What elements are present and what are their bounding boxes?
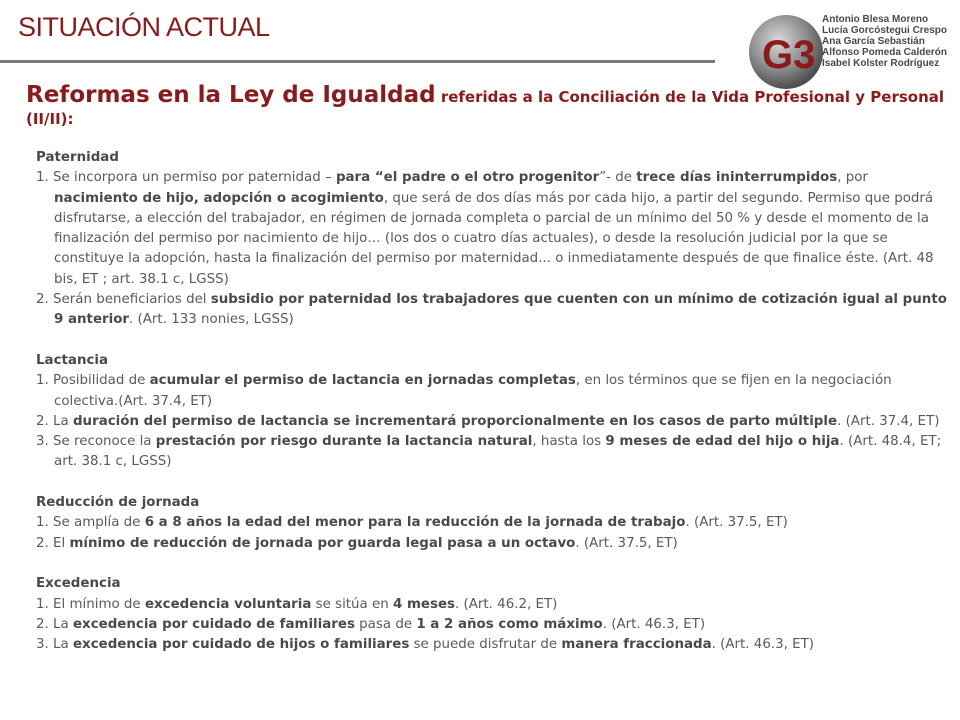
item-text: 1. Se amplía de [36,515,145,531]
item-bold: acumular el permiso de lactancia en jornadas completas [149,373,576,389]
slide-header-title: SITUACIÓN ACTUAL [18,12,270,42]
section-spacer [36,473,950,493]
item-bold: 1 a 2 años como máximo [416,616,603,632]
item-text: , que será de dos días más por cada hijo, a partir del segundo. Permiso que podrá disfrutarse, a elección del trabajador, en régimen de jornada completa o parcial de un mínimo del 50 % y desde el momento de la finalización del permiso por nacimiento de hijo… (los dos o cuatro días actuales), o desde la resolución judicial por la que se constituye la adopción, hasta la finalización del permiso por maternidad... o inmediatamente después de que finalice éste. (Art. 48 bis, ET ; art. 38.1 c, LGSS) [54,190,934,287]
title-main: Reformas en la Ley de Igualdad [26,82,436,108]
item-text: ”- de [599,170,637,186]
header-divider [0,60,715,63]
slide-content [36,148,950,655]
item-bold: prestación por riesgo durante la lactancia natural [155,434,533,450]
slide-title [26,84,946,130]
item-text: 3. La [36,637,73,653]
item-text: 3. Se reconoce la [36,434,156,450]
list-item [36,615,950,635]
section-heading: Reducción de jornada [36,495,200,511]
item-bold: duración del permiso de lactancia se incrementará proporcionalmente en los casos de parto múltiple [72,413,838,429]
item-bold: para “el padre o el otro progenitor [335,170,600,186]
list-item [36,513,950,533]
item-bold: 6 a 8 años la edad del menor para la reducción de la jornada de trabajo [144,515,686,531]
section-spacer [36,554,950,574]
item-text: . (Art. 133 nonies, LGSS) [129,312,294,328]
author-name: Ana García Sebastián [822,36,925,47]
item-text: . (Art. 48.4, ET; art. 38.1 c, LGSS) [54,434,942,470]
item-text: . (Art. 37.4, ET) [837,413,940,429]
item-text: . (Art. 46.3, ET) [602,616,706,632]
list-item [36,371,950,412]
item-bold: manera fraccionada [561,637,712,653]
item-bold: excedencia por cuidado de familiares [72,616,355,632]
section-heading: Excedencia [36,576,121,592]
item-text: 1. El mínimo de [36,596,145,612]
item-bold: subsidio por paternidad los trabajadores que cuenten con un mínimo de cotización igual al punto 9 anterior [54,292,947,328]
item-text: . (Art. 37.5, ET) [575,535,678,551]
item-bold: excedencia por cuidado de hijos o familiares [72,637,410,653]
author-name: Alfonso Pomeda Calderón [822,47,948,58]
item-text: 2. La [36,616,73,632]
item-text: se sitúa en [311,596,393,612]
item-text: , hasta los [532,434,606,450]
item-bold: nacimiento de hijo, adopción o acogimiento [54,190,384,206]
item-bold: trece días ininterrumpidos [636,170,838,186]
title-sub: referidas a la Conciliación de la Vida Profesional y Personal (II/II): [26,88,945,128]
item-text: 2. Serán beneficiarios del [36,292,211,308]
author-name: Lucía Gorcóstegui Crespo [822,25,948,36]
section-spacer [36,331,950,351]
item-text: 2. La [36,413,73,429]
item-text: 2. El [36,535,70,551]
logo-text: G3 [762,33,816,77]
author-name: Isabel Kolster Rodríguez [822,58,940,69]
item-text: pasa de [354,616,417,632]
list-item [36,412,950,432]
item-text: , en los términos que se fijen en la negociación colectiva.(Art. 37.4, ET) [54,373,892,409]
item-bold: 9 meses de edad del hijo o hija [605,434,840,450]
item-text: se puede disfrutar de [409,637,562,653]
item-bold: excedencia voluntaria [144,596,312,612]
section-heading: Lactancia [36,352,109,368]
item-text: 1. Posibilidad de [36,373,150,389]
author-name: Antonio Blesa Moreno [822,14,929,25]
item-text: , por [837,170,868,186]
item-bold: mínimo de reducción de jornada por guarda legal pasa a un octavo [69,535,576,551]
list-item [36,534,950,554]
item-text: 1. Se incorpora un permiso por paternidad – [36,170,336,186]
list-item [36,595,950,615]
list-item [36,635,950,655]
item-text: . (Art. 37.5, ET) [685,515,788,531]
authors-list [822,14,947,69]
item-text: . (Art. 46.2, ET) [455,596,558,612]
list-item [36,168,950,290]
item-text: . (Art. 46.3, ET) [711,637,814,653]
item-bold: 4 meses [392,596,456,612]
list-item [36,432,950,473]
list-item [36,290,950,331]
section-heading: Paternidad [36,150,119,165]
